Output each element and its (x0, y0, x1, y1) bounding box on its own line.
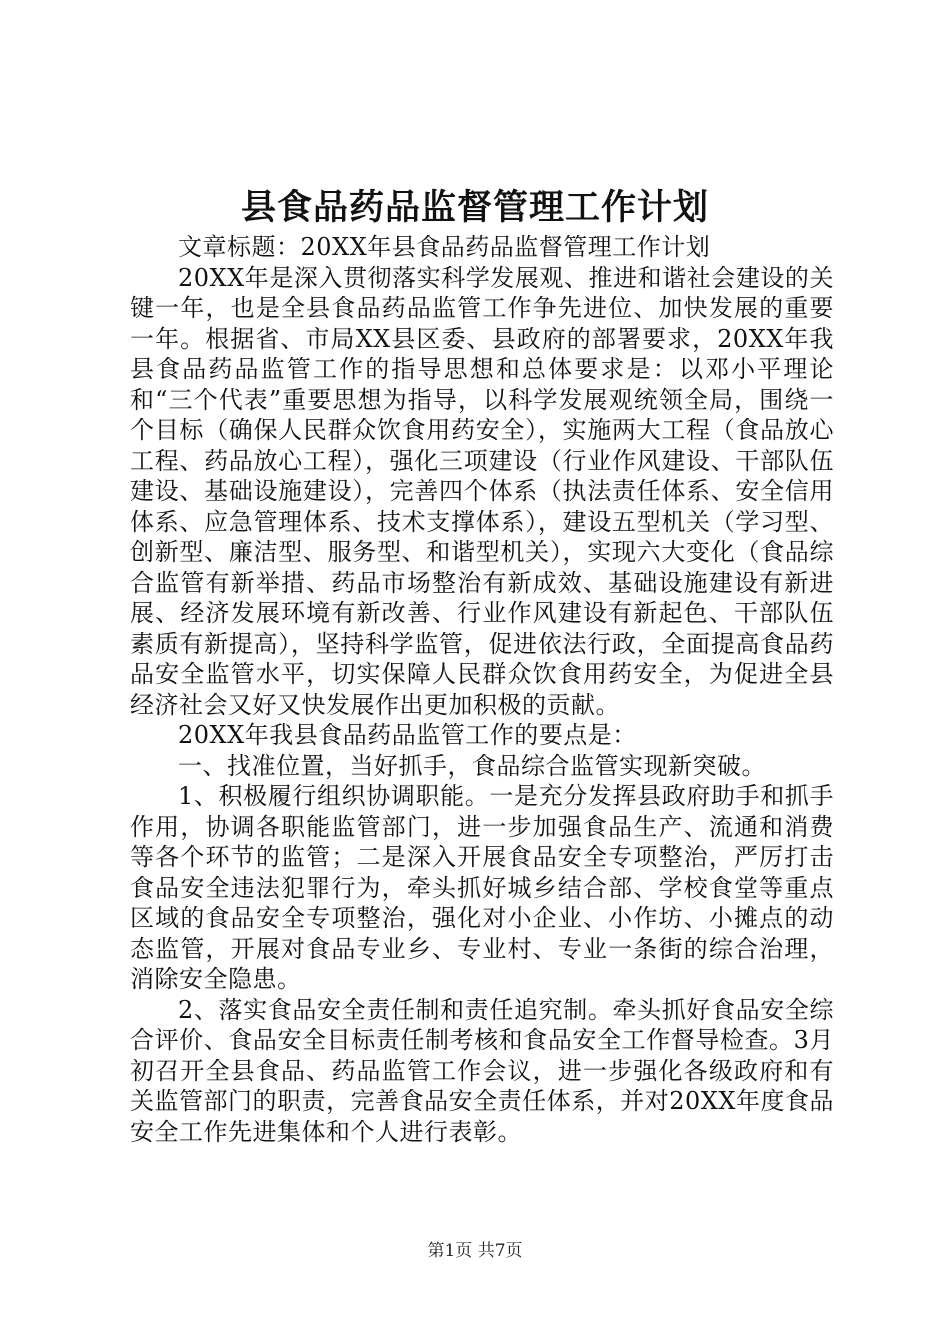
key-points-heading: 20XX年我县食品药品监管工作的要点是： (178, 721, 637, 749)
item-one-paragraph: 1、积极履行组织协调职能。一是充分发挥县政府助手和抓手作用，协调各职能监管部门，进一步加强食品生产、流通和消费等各个环节的监管；二是深入开展食品安全专项整治，严厉打击食品安全违法犯罪行为，牵头抓好城乡结合部、学校食堂等重点区域的食品安全专项整治，强化对小企业、小作坊、小摊点的动态监管，开展对食品专业乡、专业村、专业一条街的综合治理，消除安全隐患。 (130, 782, 834, 993)
section-one-heading: 一、找准位置，当好抓手，食品综合监管实现新突破。 (178, 751, 766, 780)
item-two-paragraph: 2、落实食品安全责任制和责任追究制。牵头抓好食品安全综合评价、食品安全目标责任制考核和食品安全工作督导检查。3月初召开全县食品、药品监管工作会议，进一步强化各级政府和有关监管部门的职责，完善食品安全责任体系，并对20XX年度食品安全工作先进集体和个人进行表彰。 (130, 995, 834, 1146)
page-indicator: 第1页 共7页 (427, 1241, 523, 1261)
intro-paragraph: 20XX年是深入贯彻落实科学发展观、推进和谐社会建设的关键一年，也是全县食品药品监管工作争先进位、加快发展的重要一年。根据省、市局XX县区委、县政府的部署要求，20XX年我县食品药品监管工作的指导思想和总体要求是：以邓小平理论和“三个代表”重要思想为指导，以科学发展观统领全局，围绕一个目标（确保人民群众饮食用药安全），实施两大工程（食品放心工程、药品放心工程），强化三项建设（行业作风建设、干部队伍建设、基础设施建设），完善四个体系（执法责任体系、安全信用体系、应急管理体系、技术支撑体系），建设五型机关（学习型、创新型、廉洁型、服务型、和谐型机关），实现六大变化（食品综合监管有新举措、药品市场整治有新成效、基础设施建设有新进展、经济发展环境有新改善、行业作风建设有新起色、干部队伍素质有新提高），坚持科学监管，促进依法行政，全面提高食品药品安全监管水平，切实保障人民群众饮食用药安全，为促进全县经济社会又好又快发展作出更加积极的贡献。 (130, 263, 834, 719)
article-title-line: 文章标题：20XX年县食品药品监督管理工作计划 (178, 233, 711, 261)
document-title: 县食品药品监督管理工作计划 (240, 188, 709, 228)
document-body (130, 232, 834, 1147)
